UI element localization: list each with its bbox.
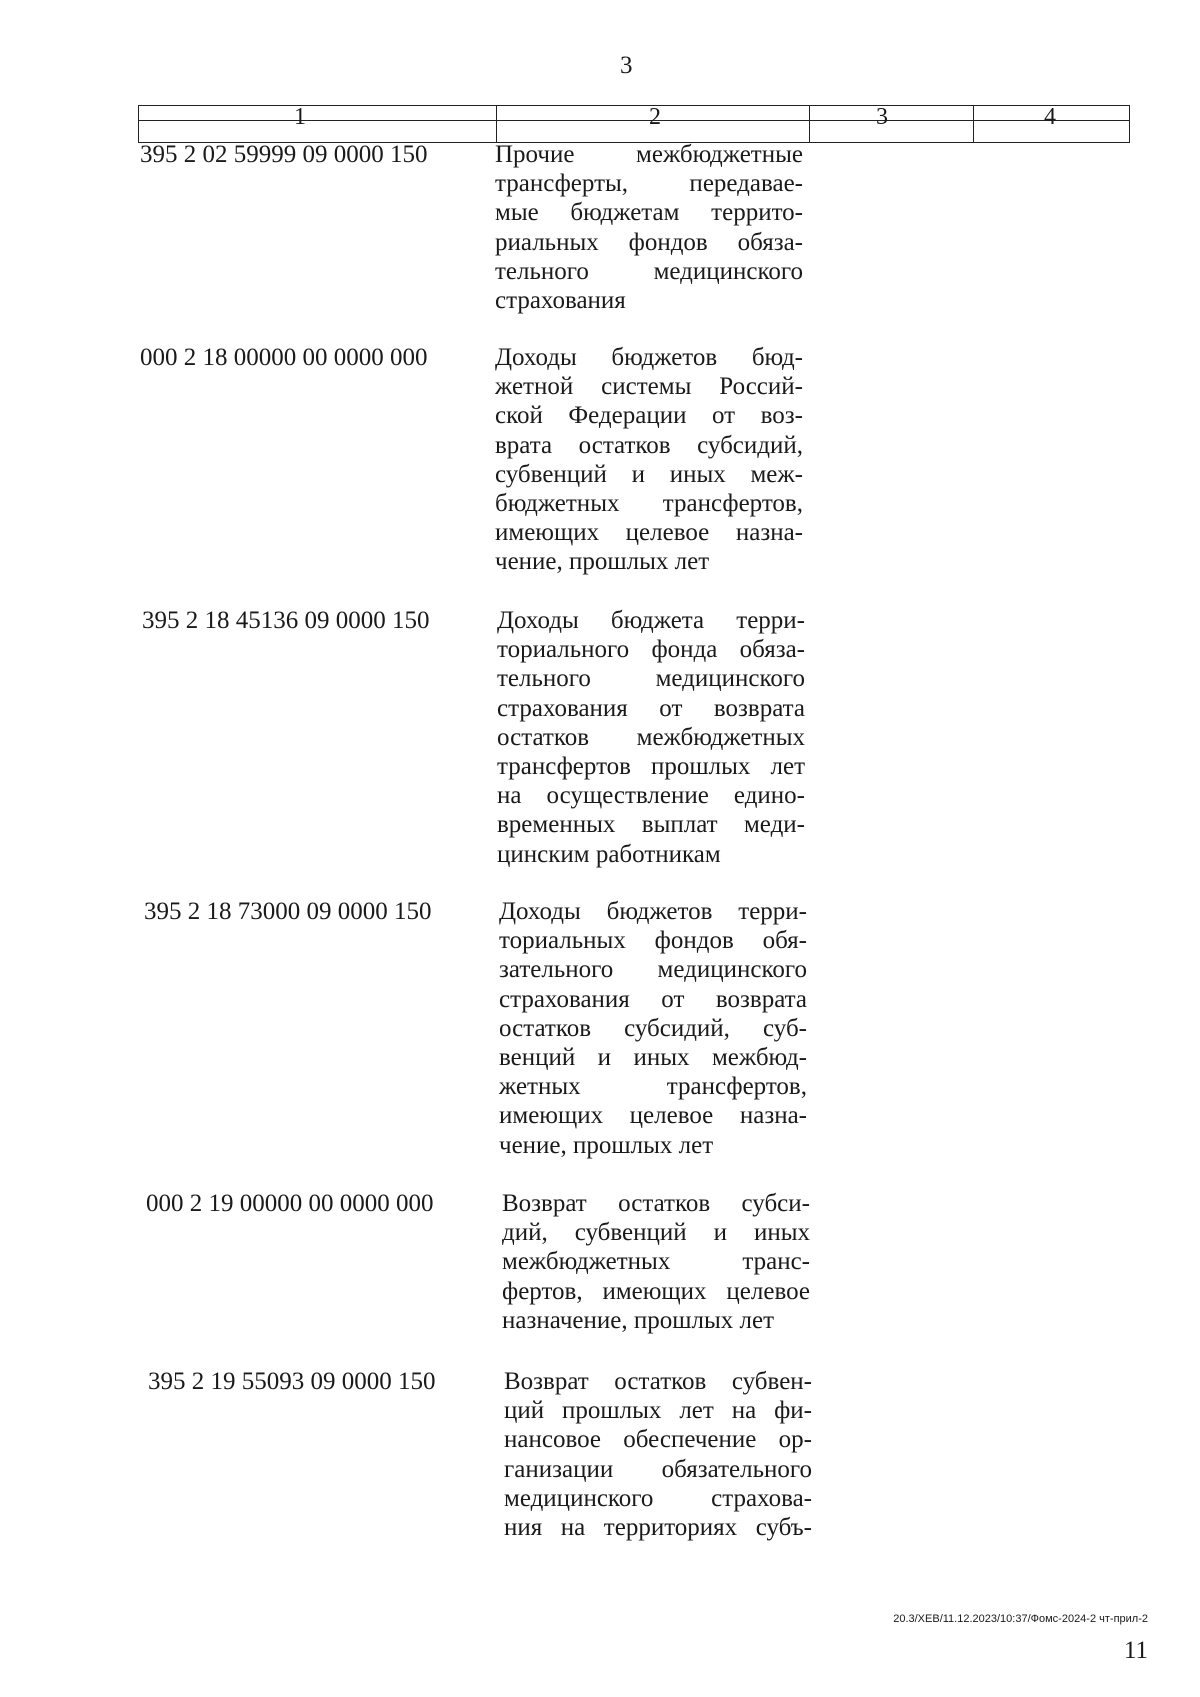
description-line: дий, субвенций и иных [502,1219,810,1247]
description-line: на осуществление едино- [497,782,805,810]
budget-code: 000 2 18 00000 00 0000 000 [140,344,428,371]
description-line: субвенций и иных меж- [495,460,803,488]
document-reference: 20.3/ХЕВ/11.12.2023/10:37/Фомс-2024-2 чт-прил-2 [893,1613,1148,1625]
description-line: назначение, прошлых лет [502,1306,774,1334]
row-description [499,897,807,1160]
row-description [495,140,803,315]
page-number: 3 [620,52,633,79]
description-line: венций и иных межбюд- [499,1044,807,1072]
header-separator [496,106,497,142]
header-col-2: 2 [649,104,661,130]
description-line: Доходы бюджета терри- [497,607,805,634]
description-line: ния на территориях субъ- [504,1514,812,1542]
description-line: риальных фондов обяза- [495,228,803,256]
description-line: остатков межбюджетных [497,723,805,751]
description-line: ториальных фондов обя- [499,927,807,955]
description-line: имеющих целевое назна- [495,519,803,547]
description-line: Доходы бюджетов терри- [499,898,807,925]
description-line: мые бюджетам террито- [495,199,803,227]
description-line: межбюджетных транс- [502,1248,810,1276]
description-line: чение, прошлых лет [495,548,710,576]
description-line: страхования от возврата [497,694,805,722]
budget-code: 395 2 02 59999 09 0000 150 [140,141,428,168]
description-line: остатков субсидий, суб- [499,1014,807,1042]
budget-code: 395 2 19 55093 09 0000 150 [148,1368,436,1395]
sheet-number: 11 [1123,1637,1148,1664]
description-line: трансфертов прошлых лет [497,753,805,781]
row-description [502,1189,810,1335]
header-col-1: 1 [294,104,306,130]
row-description [495,343,803,577]
description-line: ций прошлых лет на фи- [504,1397,812,1425]
description-line: временных выплат меди- [497,811,805,839]
budget-code: 395 2 18 45136 09 0000 150 [142,607,430,634]
description-line: ской Федерации от воз- [495,402,803,430]
description-line: тельного медицинского [497,665,805,693]
description-line: Возврат остатков субвен- [504,1368,812,1395]
description-line: трансферты, передавае- [495,170,803,198]
description-line: имеющих целевое назна- [499,1102,807,1130]
header-separator [973,106,974,142]
description-line: страхования от возврата [499,985,807,1013]
description-line: жетных трансфертов, [499,1073,807,1101]
description-line: медицинского страхова- [504,1484,812,1512]
row-description [504,1367,812,1542]
description-line: Прочие межбюджетные [495,141,803,168]
description-line: цинским работникам [497,840,721,868]
description-line: ганизации обязательного [504,1455,812,1483]
description-line: Возврат остатков субси- [502,1190,810,1217]
description-line: тельного медицинского [495,257,803,285]
description-line: зательного медицинского [499,956,807,984]
table-header [138,105,1130,143]
description-line: ториального фонда обяза- [497,636,805,664]
header-divider-line [139,120,1129,121]
header-separator [809,106,810,142]
description-line: бюджетных трансфертов, [495,490,803,518]
budget-code: 000 2 19 00000 00 0000 000 [146,1190,434,1217]
description-line: жетной системы Россий- [495,373,803,401]
description-line: нансовое обеспечение ор- [504,1426,812,1454]
description-line: страхования [495,287,626,315]
description-line: фертов, имеющих целевое [502,1277,810,1305]
header-col-4: 4 [1044,104,1056,130]
description-line: чение, прошлых лет [499,1131,714,1159]
description-line: Доходы бюджетов бюд- [495,344,803,371]
description-line: врата остатков субсидий, [495,431,803,459]
row-description [497,606,805,869]
budget-code: 395 2 18 73000 09 0000 150 [144,898,432,925]
header-col-3: 3 [876,104,888,130]
